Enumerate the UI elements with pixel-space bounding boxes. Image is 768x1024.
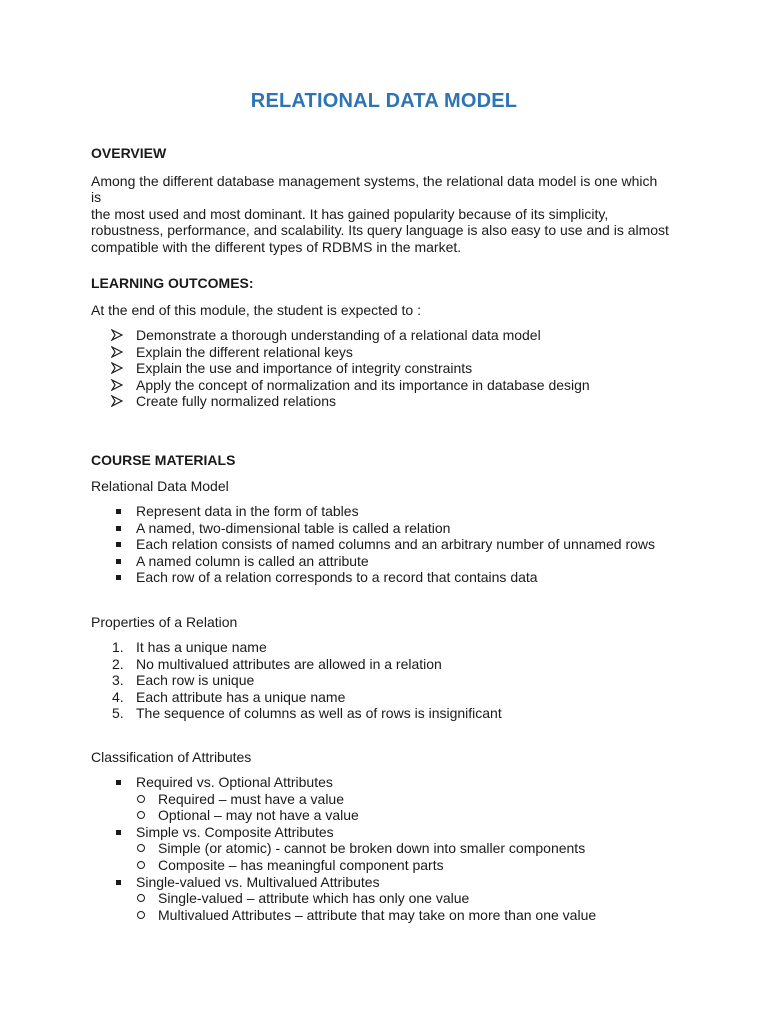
square-bullet-icon [116,780,121,785]
overview-paragraph [91,173,671,255]
list-item-text: Each attribute has a unique name [136,688,346,705]
list-item-text: The sequence of columns as well as of rows is insignificant [136,705,502,722]
arrow-bullet-icon [111,395,123,407]
square-bullet-icon [116,526,121,531]
overview-line: the most used and most dominant. It has gained popularity because of its simplicity, [91,205,609,222]
overview-heading: OVERVIEW [91,145,167,161]
list-item-text: Required vs. Optional Attributes [136,774,333,790]
square-bullet-icon [116,559,121,564]
relational-data-model-subheading: Relational Data Model [91,478,229,494]
circle-bullet-icon [137,844,145,852]
list-number: 4. [112,688,124,705]
sub-list-item-text: Multivalued Attributes – attribute that may take on more than one value [158,906,597,923]
list-number: 2. [112,655,124,672]
course-materials-heading: COURSE MATERIALS [91,452,236,468]
classification-subheading: Classification of Attributes [91,749,252,765]
list-item-text: Explain the different relational keys [136,343,353,360]
arrow-bullet-icon [111,379,123,391]
list-item-text: It has a unique name [136,639,267,655]
list-item-text: Simple vs. Composite Attributes [136,823,334,840]
list-item-text: Demonstrate a thorough understanding of a relational data model [136,327,541,343]
list-item-text: A named, two-dimensional table is called a relation [136,519,451,536]
overview-line: compatible with the different types of RDBMS in the market. [91,238,462,255]
circle-bullet-icon [137,795,145,803]
square-bullet-icon [116,509,121,514]
arrow-bullet-icon [111,329,123,341]
list-item-text: Explain the use and importance of integrity constraints [136,360,473,377]
overview-line: Among the different database management systems, the relational data model is one which is [91,173,658,206]
sub-list-item-text: Single-valued – attribute which has only one value [158,890,470,907]
circle-bullet-icon [137,911,145,919]
sub-list-item-text: Optional – may not have a value [158,807,359,824]
list-item-text: Create fully normalized relations [136,393,336,410]
square-bullet-icon [116,880,121,885]
list-item-text: Single-valued vs. Multivalued Attributes [136,873,380,890]
sub-list-item-text: Required – must have a value [158,790,344,807]
list-item-text: A named column is called an attribute [136,552,369,569]
properties-subheading: Properties of a Relation [91,614,238,630]
arrow-bullet-icon [111,362,123,374]
list-number: 5. [112,705,124,722]
sub-list-item-text: Composite – has meaningful component parts [158,856,444,873]
list-number: 1. [112,639,124,655]
list-number: 3. [112,672,124,689]
arrow-bullet-icon [111,346,123,358]
square-bullet-icon [116,575,121,580]
overview-line: robustness, performance, and scalability. Its query language is also easy to use and is almost [91,222,669,239]
circle-bullet-icon [137,811,145,819]
learning-outcomes-heading: LEARNING OUTCOMES: [91,275,254,291]
list-item-text: Each row is unique [136,672,255,689]
list-item-text: Represent data in the form of tables [136,503,359,519]
square-bullet-icon [116,830,121,835]
list-item-text: No multivalued attributes are allowed in a relation [136,655,442,672]
sub-list-item-text: Simple (or atomic) - cannot be broken down into smaller components [158,840,586,857]
circle-bullet-icon [137,861,145,869]
square-bullet-icon [116,542,121,547]
list-item-text: Each relation consists of named columns and an arbitrary number of unnamed rows [136,536,656,553]
circle-bullet-icon [137,894,145,902]
list-item-text: Each row of a relation corresponds to a record that contains data [136,569,538,586]
document-title: RELATIONAL DATA MODEL [250,90,518,112]
list-item-text: Apply the concept of normalization and its importance in database design [136,376,590,393]
learning-outcomes-intro: At the end of this module, the student is expected to : [91,302,421,318]
